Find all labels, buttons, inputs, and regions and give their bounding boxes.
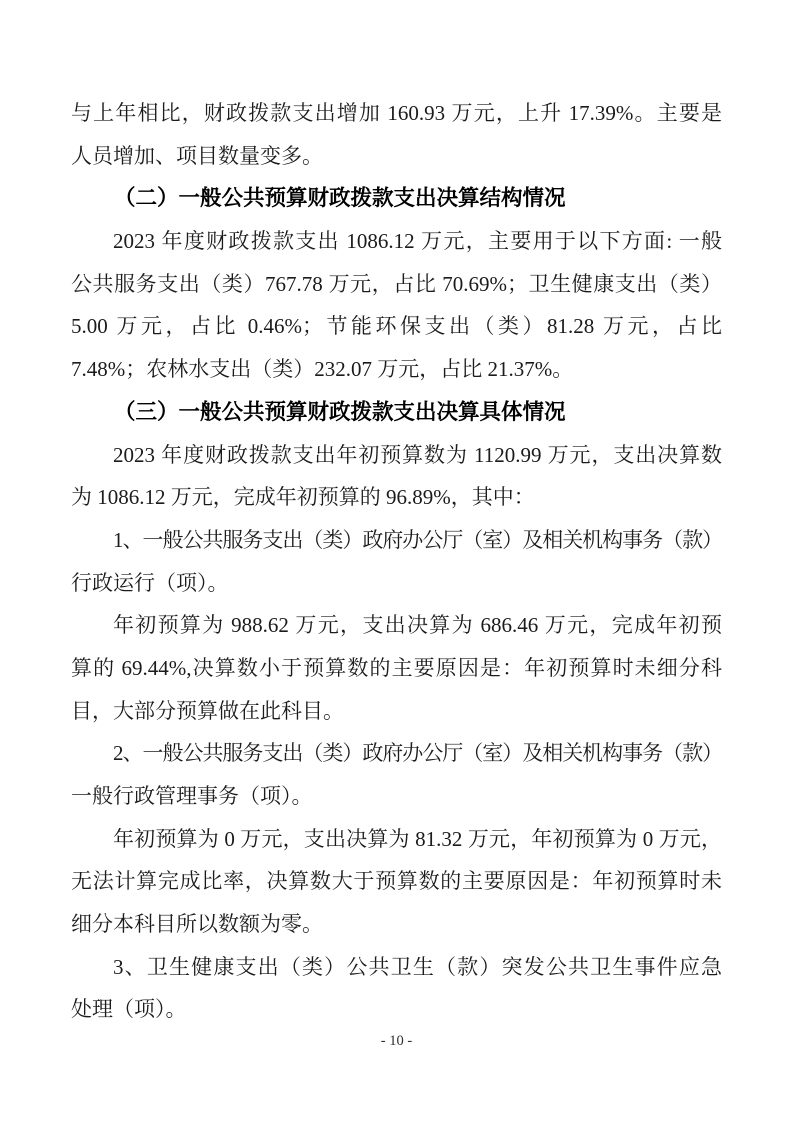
- text-line: 2023 年度财政拨款支出 1086.12 万元，主要用于以下方面: 一般: [113, 229, 722, 254]
- text-line: 5.00 万元，占比 0.46%；节能环保支出（类）81.28 万元，占比: [71, 314, 722, 339]
- text-line: 无法计算完成比率，决算数大于预算数的主要原因是：年初预算时未: [71, 869, 722, 894]
- text-line: 2、一般公共服务支出（类）政府办公厅（室）及相关机构事务（款）: [113, 741, 722, 766]
- text-line: 1、一般公共服务支出（类）政府办公厅（室）及相关机构事务（款）: [113, 527, 722, 552]
- text-line: 目，大部分预算做在此科目。: [71, 698, 344, 723]
- page-number: - 10 -: [380, 1033, 413, 1049]
- text-line: 算的 69.44%,决算数小于预算数的主要原因是：年初预算时未细分科: [71, 655, 722, 680]
- page-body: [71, 92, 722, 1031]
- text-line: 3、卫生健康支出（类）公共卫生（款）突发公共卫生事件应急: [113, 954, 722, 979]
- text-line: 人员增加、项目数量变多。: [71, 143, 323, 168]
- text-line: 年初预算为 988.62 万元，支出决算为 686.46 万元，完成年初预: [113, 613, 722, 638]
- text-line: 行政运行（项）。: [71, 570, 229, 595]
- section-heading: （三）一般公共预算财政拨款支出决算具体情况: [114, 399, 566, 424]
- text-line: 年初预算为 0 万元，支出决算为 81.32 万元，年初预算为 0 万元，: [113, 826, 722, 851]
- section-heading: （二）一般公共预算财政拨款支出决算结构情况: [114, 186, 566, 211]
- text-line: 2023 年度财政拨款支出年初预算数为 1120.99 万元，支出决算数: [113, 442, 722, 467]
- text-line: 与上年相比，财政拨款支出增加 160.93 万元，上升 17.39%。主要是: [71, 101, 722, 125]
- text-line: 为 1086.12 万元，完成年初预算的 96.89%，其中：: [71, 485, 535, 510]
- text-line: 细分本科目所以数额为零。: [71, 912, 323, 937]
- text-line: 公共服务支出（类）767.78 万元，占比 70.69%；卫生健康支出（类）: [71, 271, 722, 296]
- text-line: 7.48%；农林水支出（类）232.07 万元，占比 21.37%。: [71, 357, 574, 382]
- text-line: 处理（项）。: [71, 997, 187, 1022]
- text-line: 一般行政管理事务（项）。: [71, 784, 313, 808]
